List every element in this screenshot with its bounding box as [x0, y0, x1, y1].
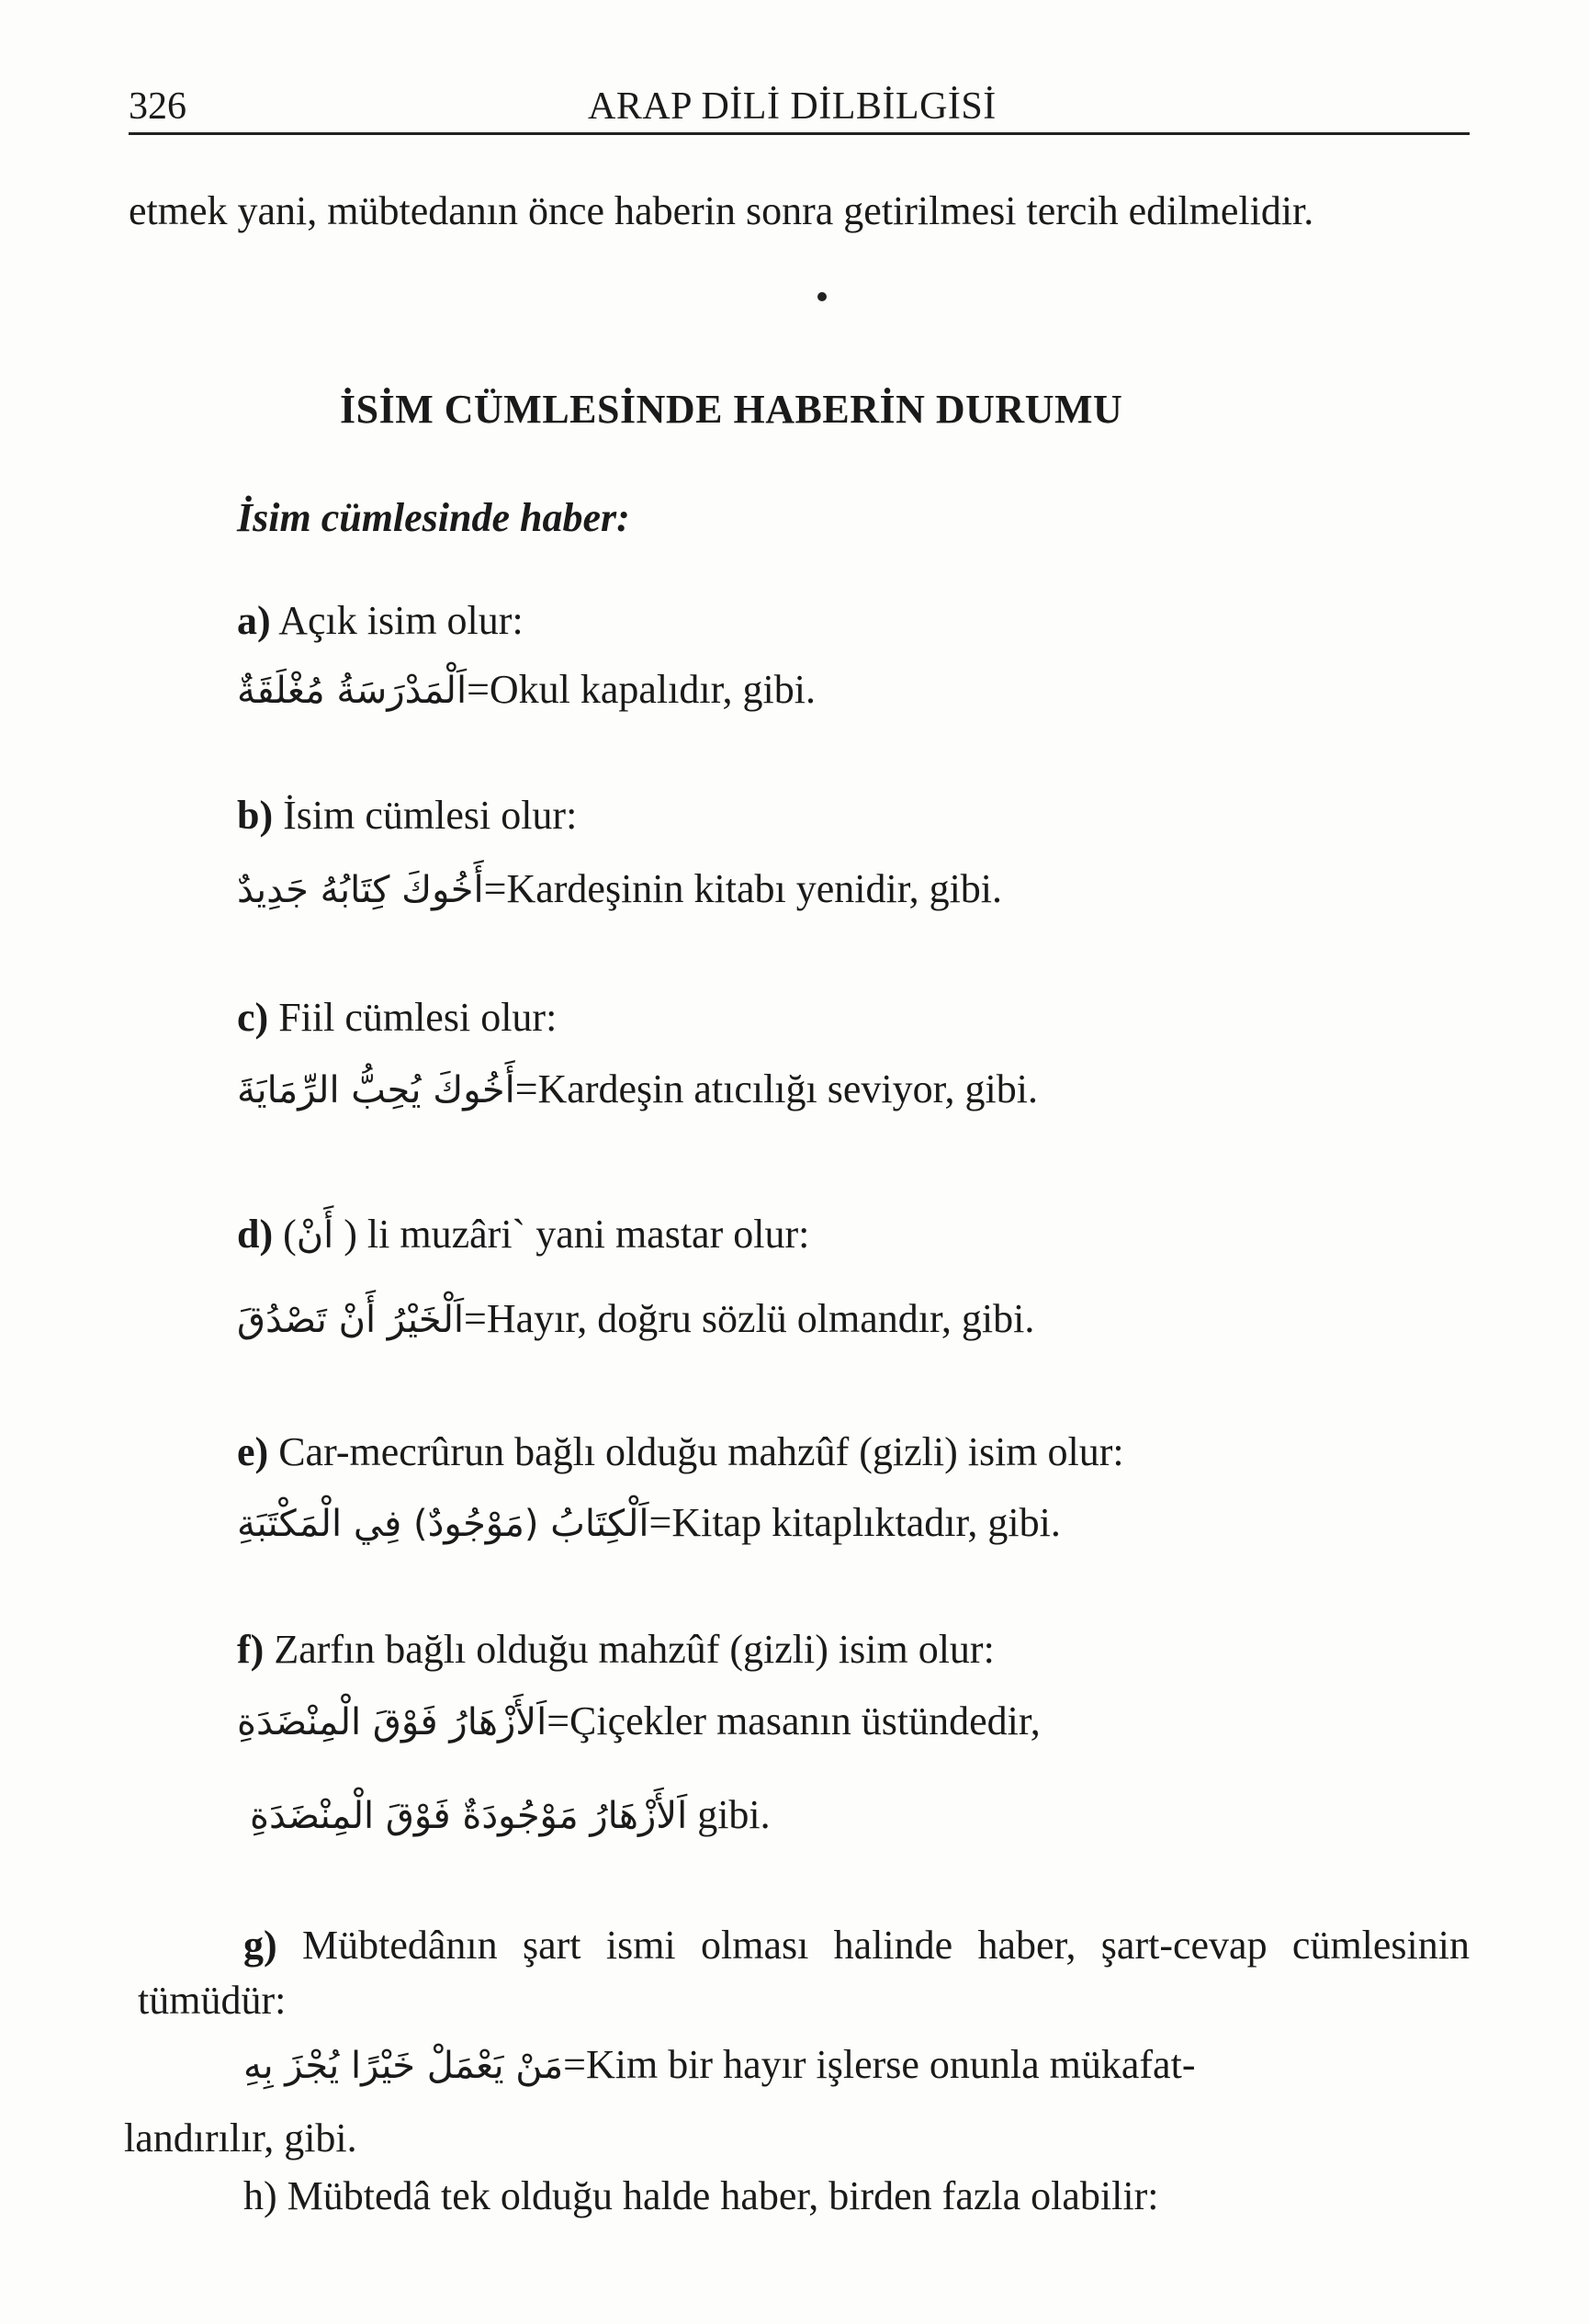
item-f-meaning-2: gibi. [697, 1792, 771, 1837]
item-b-text: İsim cümlesi olur: [283, 793, 578, 838]
item-g-paragraph [138, 1918, 1470, 2028]
item-b-example [237, 865, 1002, 912]
section-subtitle: İsim cümlesinde haber: [237, 495, 630, 540]
item-d-text: ) li muzâri` yani mastar olur: [344, 1212, 810, 1257]
item-f-label: f) [237, 1627, 265, 1672]
item-c-arabic: أَخُوكَ يُحِبُّ الرِّمَايَةَ [237, 1069, 515, 1111]
item-b-label: b) [237, 793, 274, 838]
item-g-example [243, 2041, 1195, 2088]
item-d-heading [237, 1211, 809, 1258]
item-e-heading [237, 1428, 1124, 1475]
item-f-heading [237, 1626, 995, 1673]
item-f-example-2 [250, 1791, 771, 1838]
item-f-meaning: =Çiçekler masanın üstündedir, [547, 1698, 1041, 1743]
item-f-example [237, 1698, 1041, 1744]
intro-paragraph: etmek yani, mübtedanın önce haberin sonra getirilmesi tercih edilmelidir. [129, 188, 1314, 233]
section-title: İSİM CÜMLESİNDE HABERİN DURUMU [340, 387, 1123, 432]
item-c-example [237, 1066, 1038, 1112]
item-a-arabic: اَلْمَدْرَسَةُ مُغْلَقَةٌ [237, 670, 468, 712]
item-g-meaning: =Kim bir hayır işlerse onunla mükafat- [563, 2042, 1196, 2087]
page-header [129, 85, 1470, 140]
page-number: 326 [129, 85, 186, 128]
item-g-arabic: مَنْ يَعْمَلْ خَيْرًا يُجْزَ بِهِ [243, 2045, 564, 2087]
item-a-meaning: =Okul kapalıdır, gibi. [467, 667, 816, 712]
item-e-text: Car-mecrûrun bağlı olduğu mahzûf (gizli) isim olur: [278, 1429, 1124, 1474]
header-rule [129, 132, 1470, 135]
item-c-text: Fiil cümlesi olur: [278, 995, 558, 1040]
item-c-heading [237, 994, 557, 1041]
item-e-label: e) [237, 1429, 269, 1474]
item-d-open-paren: ( [283, 1212, 297, 1257]
item-d-particle: أَنْ [296, 1214, 334, 1257]
item-g-continuation: landırılır, gibi. [124, 2115, 357, 2160]
item-d-example [237, 1295, 1034, 1342]
item-b-arabic: أَخُوكَ كِتَابُهُ جَدِيدٌ [237, 869, 484, 911]
item-c-meaning: =Kardeşin atıcılığı seviyor, gibi. [514, 1066, 1038, 1111]
item-e-meaning: =Kitap kitaplıktadır, gibi. [648, 1500, 1061, 1545]
item-b-meaning: =Kardeşinin kitabı yenidir, gibi. [483, 866, 1003, 911]
item-d-arabic: اَلْخَيْرُ أَنْ تَصْدُقَ [237, 1299, 465, 1341]
item-g-text: Mübtedânın şart ismi olması halinde haber, şart-cevap cümlesinin tümüdür: [138, 1923, 1470, 2023]
item-a-text: Açık isim olur: [278, 598, 524, 643]
item-g-label: g) [243, 1923, 277, 1968]
item-f-text: Zarfın bağlı olduğu mahzûf (gizli) isim olur: [274, 1627, 995, 1672]
running-title: ARAP DİLİ DİLBİLGİSİ [588, 85, 997, 128]
item-c-label: c) [237, 995, 269, 1040]
item-a-heading [237, 597, 524, 644]
item-d-label: d) [237, 1212, 274, 1257]
item-d-meaning: =Hayır, doğru sözlü olmandır, gibi. [464, 1296, 1035, 1341]
item-e-arabic: اَلْكِتَابُ (مَوْجُودٌ) فِي الْمَكْتَبَةِ [237, 1503, 649, 1545]
item-h-heading: h) Mübtedâ tek olduğu halde haber, birden fazla olabilir: [243, 2173, 1159, 2218]
item-f-arabic: اَلأَزْهَارُ فَوْقَ الْمِنْضَدَةِ [237, 1701, 547, 1743]
item-a-example [237, 666, 816, 713]
item-e-example [237, 1499, 1061, 1546]
bullet-dot [817, 292, 827, 301]
item-b-heading [237, 792, 577, 839]
item-a-label: a) [237, 598, 271, 643]
item-f-arabic-2: اَلأَزْهَارُ مَوْجُودَةٌ فَوْقَ الْمِنْضَدَةِ [250, 1795, 688, 1837]
